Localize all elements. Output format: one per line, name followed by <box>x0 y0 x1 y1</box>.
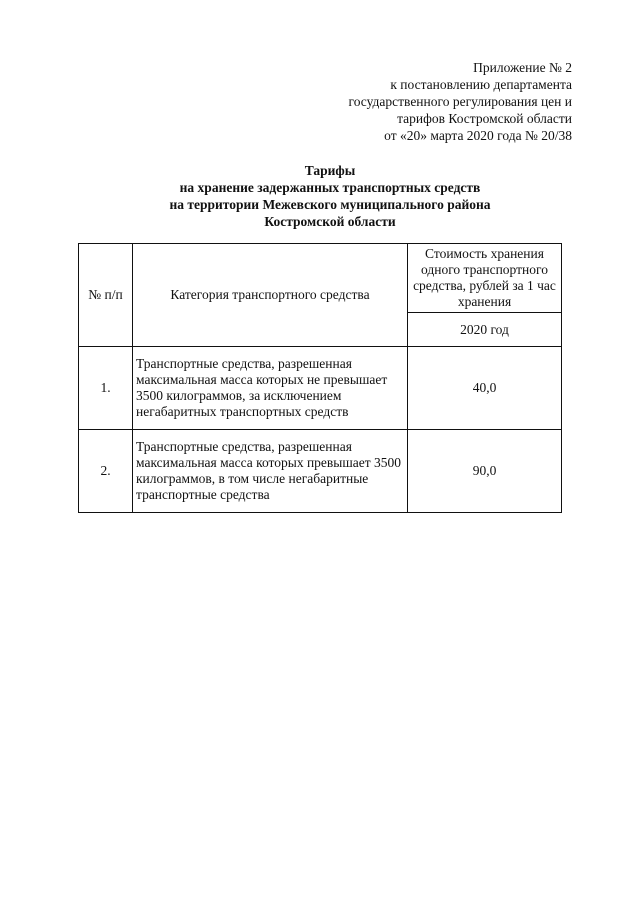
title-line: Тарифы <box>304 163 356 178</box>
appendix-line: тарифов Костромской области <box>397 111 572 126</box>
appendix-block <box>349 59 572 144</box>
appendix-line: Приложение № 2 <box>473 60 572 75</box>
appendix-line: государственного регулирования цен и <box>348 94 572 109</box>
appendix-line: от «20» марта 2020 года № 20/38 <box>384 128 572 143</box>
header-cost: Стоимость хранения одного транспортного средства, рублей за 1 час хранения <box>408 244 562 313</box>
header-number: № п/п <box>79 244 133 347</box>
row-category: Транспортные средства, разрешенная максимальная масса которых не превышает 3500 килограммов, за исключением негабаритных транспортных средств <box>133 347 408 430</box>
title-line: Костромской области <box>264 214 396 229</box>
document-title <box>100 162 560 230</box>
table-row <box>79 347 562 430</box>
table-row <box>79 430 562 513</box>
row-category: Транспортные средства, разрешенная максимальная масса которых превышает 3500 килограммов, в том числе негабаритные транспортные средства <box>133 430 408 513</box>
row-cost: 90,0 <box>408 430 562 513</box>
title-line: на хранение задержанных транспортных средств <box>179 180 481 195</box>
appendix-line: к постановлению департамента <box>390 77 572 92</box>
row-number: 1. <box>79 347 133 430</box>
title-line: на территории Межевского муниципального района <box>169 197 491 212</box>
row-number: 2. <box>79 430 133 513</box>
tariffs-table <box>78 243 562 513</box>
header-category: Категория транспортного средства <box>133 244 408 347</box>
table-header-row <box>79 244 562 313</box>
header-year: 2020 год <box>408 313 562 347</box>
row-cost: 40,0 <box>408 347 562 430</box>
